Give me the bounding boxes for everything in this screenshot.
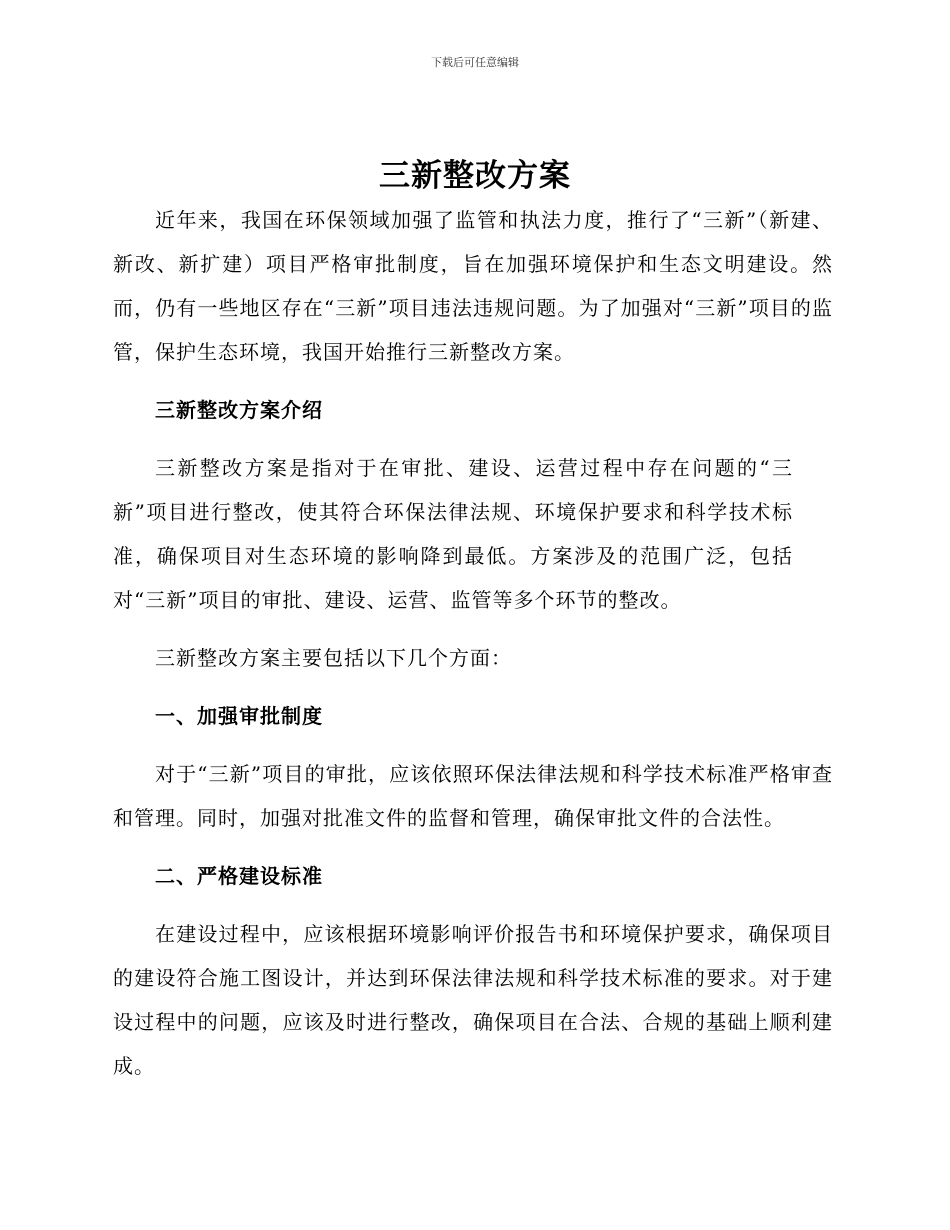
section-construction-paragraph: 在建设过程中，应该根据环境影响评价报告书和环境保护要求，确保项目的建设符合施工图设计，并达到环保法律法规和科学技术标准的要求。对于建设过程中的问题，应该及时进行整改，确保项目在合法、合规的基础上顺利建成。 (113, 922, 833, 1078)
intro-paragraph: 近年来，我国在环保领域加强了监管和执法力度，推行了“三新”（新建、新改、新扩建）项目严格审批制度，旨在加强环境保护和生态文明建设。然而，仍有一些地区存在“三新”项目违法违规问题。为了加强对“三新”项目的监管，保护生态环境，我国开始推行三新整改方案。 (113, 208, 833, 364)
header-note: 下载后可任意编辑 (431, 56, 519, 69)
section-approval-paragraph: 对于“三新”项目的审批，应该依照环保法律法规和科学技术标准严格审查和管理。同时，加强对批准文件的监督和管理，确保审批文件的合法性。 (113, 762, 833, 830)
section-intro-paragraph: 三新整改方案是指对于在审批、建设、运营过程中存在问题的“三新”项目进行整改，使其符合环保法律法规、环境保护要求和科学技术标准，确保项目对生态环境的影响降到最低。方案涉及的范围广泛，包括对“三新”项目的审批、建设、运营、监管等多个环节的整改。 (113, 456, 793, 612)
section-heading-approval: 一、加强审批制度 (155, 704, 323, 728)
section-heading-intro: 三新整改方案介绍 (155, 398, 323, 422)
document-body (113, 198, 833, 1102)
aspects-lead-paragraph: 三新整改方案主要包括以下几个方面： (155, 646, 512, 670)
section-heading-construction: 二、严格建设标准 (155, 864, 323, 888)
document-title: 三新整改方案 (379, 158, 571, 194)
